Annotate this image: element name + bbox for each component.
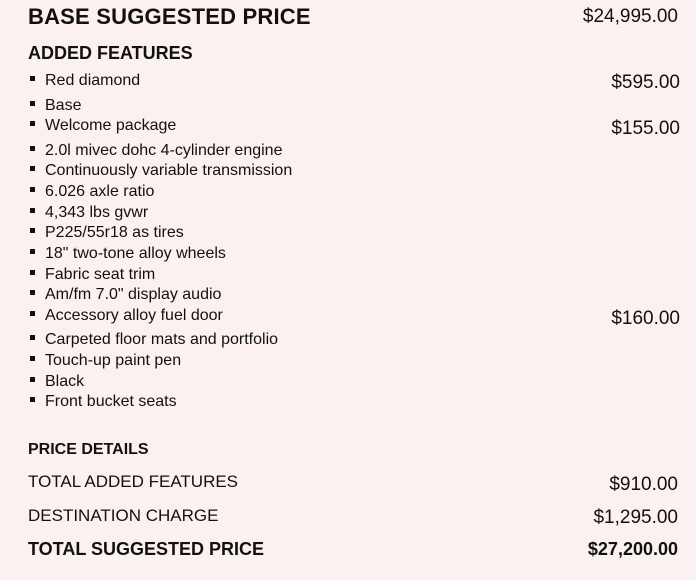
- bullet-icon: [30, 208, 35, 213]
- bullet-icon: [30, 121, 35, 126]
- feature-label: Black: [45, 373, 85, 390]
- list-item: [30, 245, 680, 267]
- bullet-icon: [30, 76, 35, 81]
- added-features-title: ADDED FEATURES: [28, 43, 193, 63]
- feature-price: $155.00: [611, 118, 680, 139]
- feature-label: Red diamond: [45, 72, 141, 89]
- list-item: [30, 224, 680, 246]
- bullet-icon: [30, 270, 35, 275]
- list-item: [30, 393, 680, 415]
- feature-label: Carpeted floor mats and portfolio: [45, 331, 279, 348]
- list-item: [30, 352, 680, 374]
- list-item: [30, 162, 680, 184]
- feature-label: P225/55r18 as tires: [45, 224, 184, 241]
- list-item: [30, 307, 680, 329]
- bullet-icon: [30, 356, 35, 361]
- base-suggested-price-value: $24,995.00: [582, 6, 678, 27]
- bullet-icon: [30, 311, 35, 316]
- total-added-features-value: $910.00: [609, 474, 678, 495]
- feature-label: 6.026 axle ratio: [45, 183, 155, 200]
- feature-label: 18" two-tone alloy wheels: [45, 245, 226, 262]
- total-added-features-label: TOTAL ADDED FEATURES: [28, 472, 239, 491]
- feature-label: 2.0l mivec dohc 4-cylinder engine: [45, 142, 283, 159]
- list-item: [30, 183, 680, 205]
- feature-price: $595.00: [611, 72, 680, 93]
- bullet-icon: [30, 146, 35, 151]
- base-suggested-price-label: BASE SUGGESTED PRICE: [28, 4, 311, 29]
- bullet-icon: [30, 397, 35, 402]
- list-item: [30, 72, 680, 94]
- feature-label: Base: [45, 97, 82, 114]
- feature-label: Welcome package: [45, 117, 177, 134]
- bullet-icon: [30, 187, 35, 192]
- bullet-icon: [30, 228, 35, 233]
- bullet-icon: [30, 166, 35, 171]
- total-suggested-price-value: $27,200.00: [587, 539, 678, 559]
- destination-charge-value: $1,295.00: [593, 507, 678, 528]
- price-details-title: PRICE DETAILS: [28, 441, 149, 458]
- feature-label: Front bucket seats: [45, 393, 177, 410]
- feature-label: Am/fm 7.0" display audio: [45, 286, 222, 303]
- bullet-icon: [30, 377, 35, 382]
- list-item: [30, 286, 680, 308]
- feature-label: Touch-up paint pen: [45, 352, 182, 369]
- bullet-icon: [30, 249, 35, 254]
- list-item: [30, 117, 680, 139]
- feature-price: $160.00: [611, 308, 680, 329]
- list-item: [30, 331, 680, 353]
- bullet-icon: [30, 335, 35, 340]
- destination-charge-label: DESTINATION CHARGE: [28, 506, 219, 525]
- total-suggested-price-label: TOTAL SUGGESTED PRICE: [28, 539, 265, 559]
- feature-label: Accessory alloy fuel door: [45, 307, 223, 324]
- feature-label: 4,343 lbs gvwr: [45, 204, 149, 221]
- bullet-icon: [30, 290, 35, 295]
- feature-label: Fabric seat trim: [45, 266, 156, 283]
- feature-label: Continuously variable transmission: [45, 162, 293, 179]
- bullet-icon: [30, 101, 35, 106]
